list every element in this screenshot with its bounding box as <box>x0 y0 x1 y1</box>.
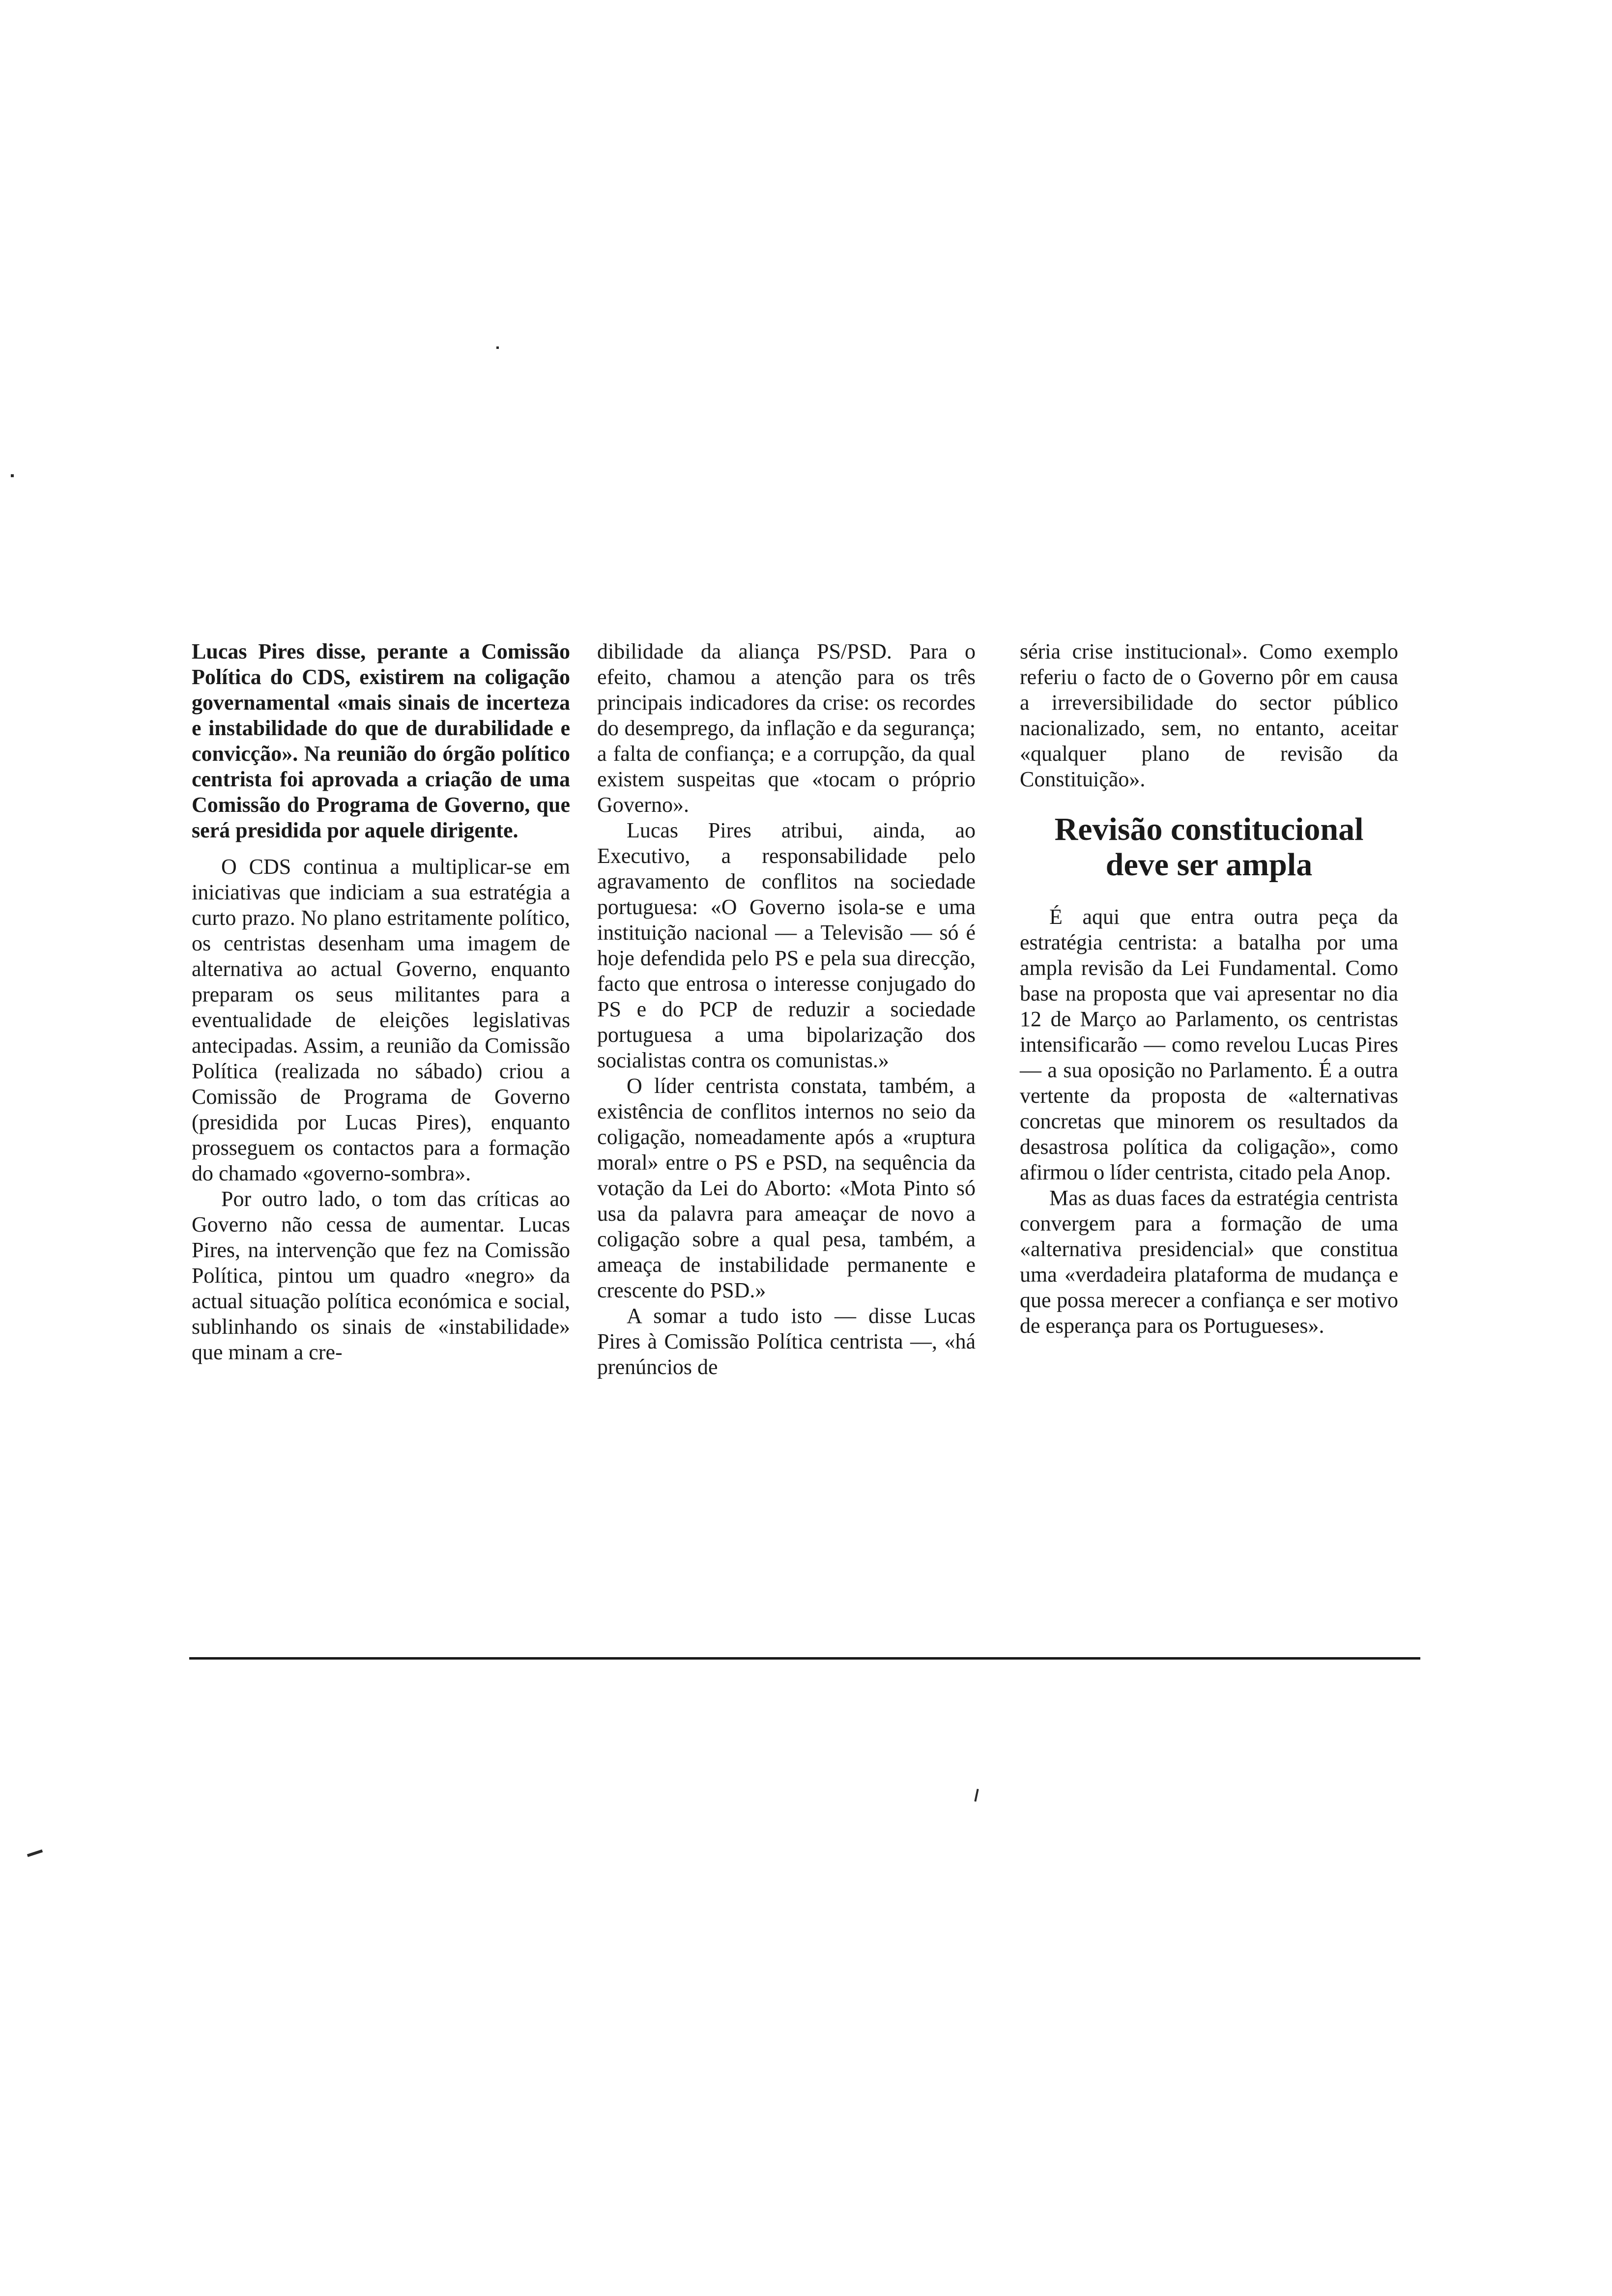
paragraph: Por outro lado, o tom das críticas ao Governo não cessa de aumentar. Lucas Pires, na intervenção que fez na Comissão Política, pintou um quadro «negro» da actual situação política económica e social, sublinhando os sinais de «instabilidade» que minam a cre- <box>192 1187 570 1364</box>
article-column-3 <box>1020 639 1398 1339</box>
article-lead: Lucas Pires disse, perante a Comissão Política do CDS, existirem na coligação governamental «mais sinais de incerteza e instabilidade do que de durabilidade e convicção». Na reunião do órgão político centrista foi aprovada a criação de uma Comissão do Programa de Governo, que será presidida por aquele dirigente. <box>192 639 570 842</box>
paragraph: A somar a tudo isto — disse Lucas Pires à Comissão Política centrista —, «há prenúncios de <box>597 1304 976 1379</box>
paragraph: séria crise institucional». Como exemplo referiu o facto de o Governo pôr em causa a irreversibilidade do sector público nacionalizado, sem, no entanto, aceitar «qualquer plano de revisão da Constituição». <box>1020 639 1398 791</box>
paragraph: O líder centrista constata, também, a existência de conflitos internos no seio da coligação, nomeadamente após a «ruptura moral» entre o PS e PSD, na sequência da votação da Lei do Aborto: «Mota Pinto só usa da palavra para ameaçar de novo a coligação sobre a qual pesa, também, a ameaça de instabilidade permanente e crescente do PSD.» <box>597 1074 976 1302</box>
paragraph: O CDS continua a multiplicar-se em iniciativas que indiciam a sua estratégia a curto prazo. No plano estritamente político, os centristas desenham uma imagem de alternativa ao actual Governo, enquanto preparam os seus militantes para a eventualidade de eleições legislativas antecipadas. Assim, a reunião da Comissão Política (realizada no sábado) criou a Comissão de Programa de Governo (presidida por Lucas Pires), enquanto prosseguem os contactos para a formação do chamado «governo-sombra». <box>192 855 570 1185</box>
article-column-2 <box>597 639 976 1380</box>
paragraph: Lucas Pires atribui, ainda, ao Executivo, a responsabilidade pelo agravamento de conflitos na sociedade portuguesa: «O Governo isola-se e uma instituição nacional — a Televisão — só é hoje defendida pelo PS e pela sua direcção, facto que entrosa o interesse conjugado do PS e do PCP de reduzir a sociedade portuguesa a uma bipolarização dos socialistas contra os comunistas.» <box>597 818 976 1072</box>
paragraph: Mas as duas faces da estratégia centrista convergem para a formação de uma «alternativa presidencial» que constitua uma «verdadeira plataforma de mudança e que possa merecer a confiança e ser motivo de esperança para os Portugueses». <box>1020 1186 1398 1338</box>
scan-speck <box>974 1789 979 1802</box>
scan-speck <box>496 346 499 349</box>
scan-speck <box>27 1849 43 1857</box>
scan-speck <box>11 474 14 477</box>
article-column-1 <box>192 639 570 1365</box>
bottom-rule <box>189 1657 1420 1660</box>
section-heading: Revisão constitucional deve ser ampla <box>1054 811 1364 883</box>
paragraph: É aqui que entra outra peça da estratégia centrista: a batalha por uma ampla revisão da Lei Fundamental. Como base na proposta que vai apresentar no dia 12 de Março ao Parlamento, os centristas intensificarão — como revelou Lucas Pires — a sua oposição no Parlamento. É a outra vertente da proposta de «alternativas concretas que minorem os resultados da desastrosa política da coligação», como afirmou o líder centrista, citado pela Anop. <box>1020 905 1398 1184</box>
paragraph: dibilidade da aliança PS/PSD. Para o efeito, chamou a atenção para os três principais indicadores da crise: os recordes do desemprego, da inflação e da segurança; a falta de confiança; e a corrupção, da qual existem suspeitas que «tocam o próprio Governo». <box>597 639 976 817</box>
